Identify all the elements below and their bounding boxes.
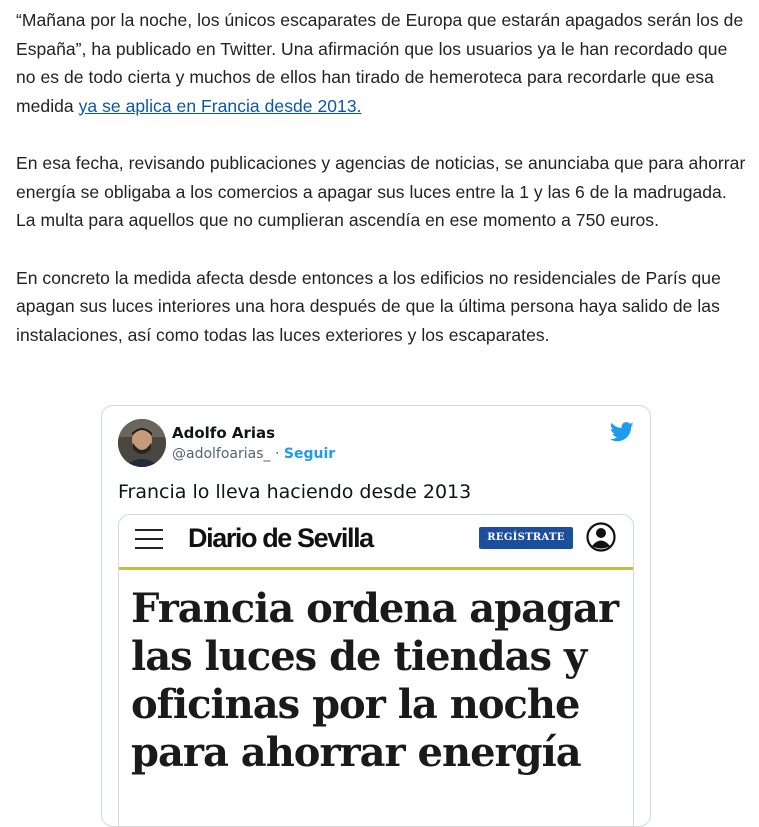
article-paragraph-2: En esa fecha, revisando publicaciones y agencias de noticias, se anunciaba que para ahorrar energía se obligaba a los comercios a apagar sus luces entre la 1 y las 6 de la madrugada. La multa para aquellos que no cumplieran ascendía en ese momento a 750 euros.	[16, 153, 746, 230]
user-account-icon	[586, 522, 616, 552]
paragraph-1-text: “Mañana por la noche, los únicos escaparates de Europa que estarán apagados serán los de España”, ha publicado en Twitter. Una afirmación que los usuarios ya le han recordado que no es de todo cierta y muchos de ellos han tirado de hemeroteca para recordarle que esa medida	[16, 10, 744, 116]
article-paragraph-3: En concreto la medida afecta desde entonces a los edificios no residenciales de París que apagan sus luces interiores una hora después de que la última persona haya salido de las instalaciones, así como todas las luces exteriores y los escaparates.	[16, 267, 721, 345]
embedded-tweet[interactable]	[101, 405, 651, 827]
author-meta	[172, 446, 335, 462]
article-paragraph-1	[16, 6, 746, 120]
news-headline: Francia ordena apagar las luces de tiendas y oficinas por la noche para ahorrar energía	[131, 585, 619, 776]
author-name[interactable]: Adolfo Arias	[172, 424, 276, 442]
hamburger-menu-icon	[135, 529, 163, 549]
follow-button[interactable]: Seguir	[283, 446, 336, 462]
newspaper-header	[119, 515, 633, 570]
tweet-media-image[interactable]	[118, 514, 634, 827]
tweet-text: Francia lo lleva haciendo desde 2013	[118, 481, 472, 503]
newspaper-masthead: Diario de Sevilla	[188, 523, 373, 553]
article-body	[16, 6, 746, 378]
france-2013-link[interactable]: ya se aplica en Francia desde 2013.	[78, 95, 362, 116]
register-button: REGÍSTRATE	[479, 527, 573, 549]
twitter-bird-icon[interactable]	[610, 421, 634, 443]
avatar[interactable]	[118, 419, 166, 467]
author-handle[interactable]: @adolfoarias_	[172, 446, 271, 462]
meta-separator: ·	[270, 446, 284, 462]
